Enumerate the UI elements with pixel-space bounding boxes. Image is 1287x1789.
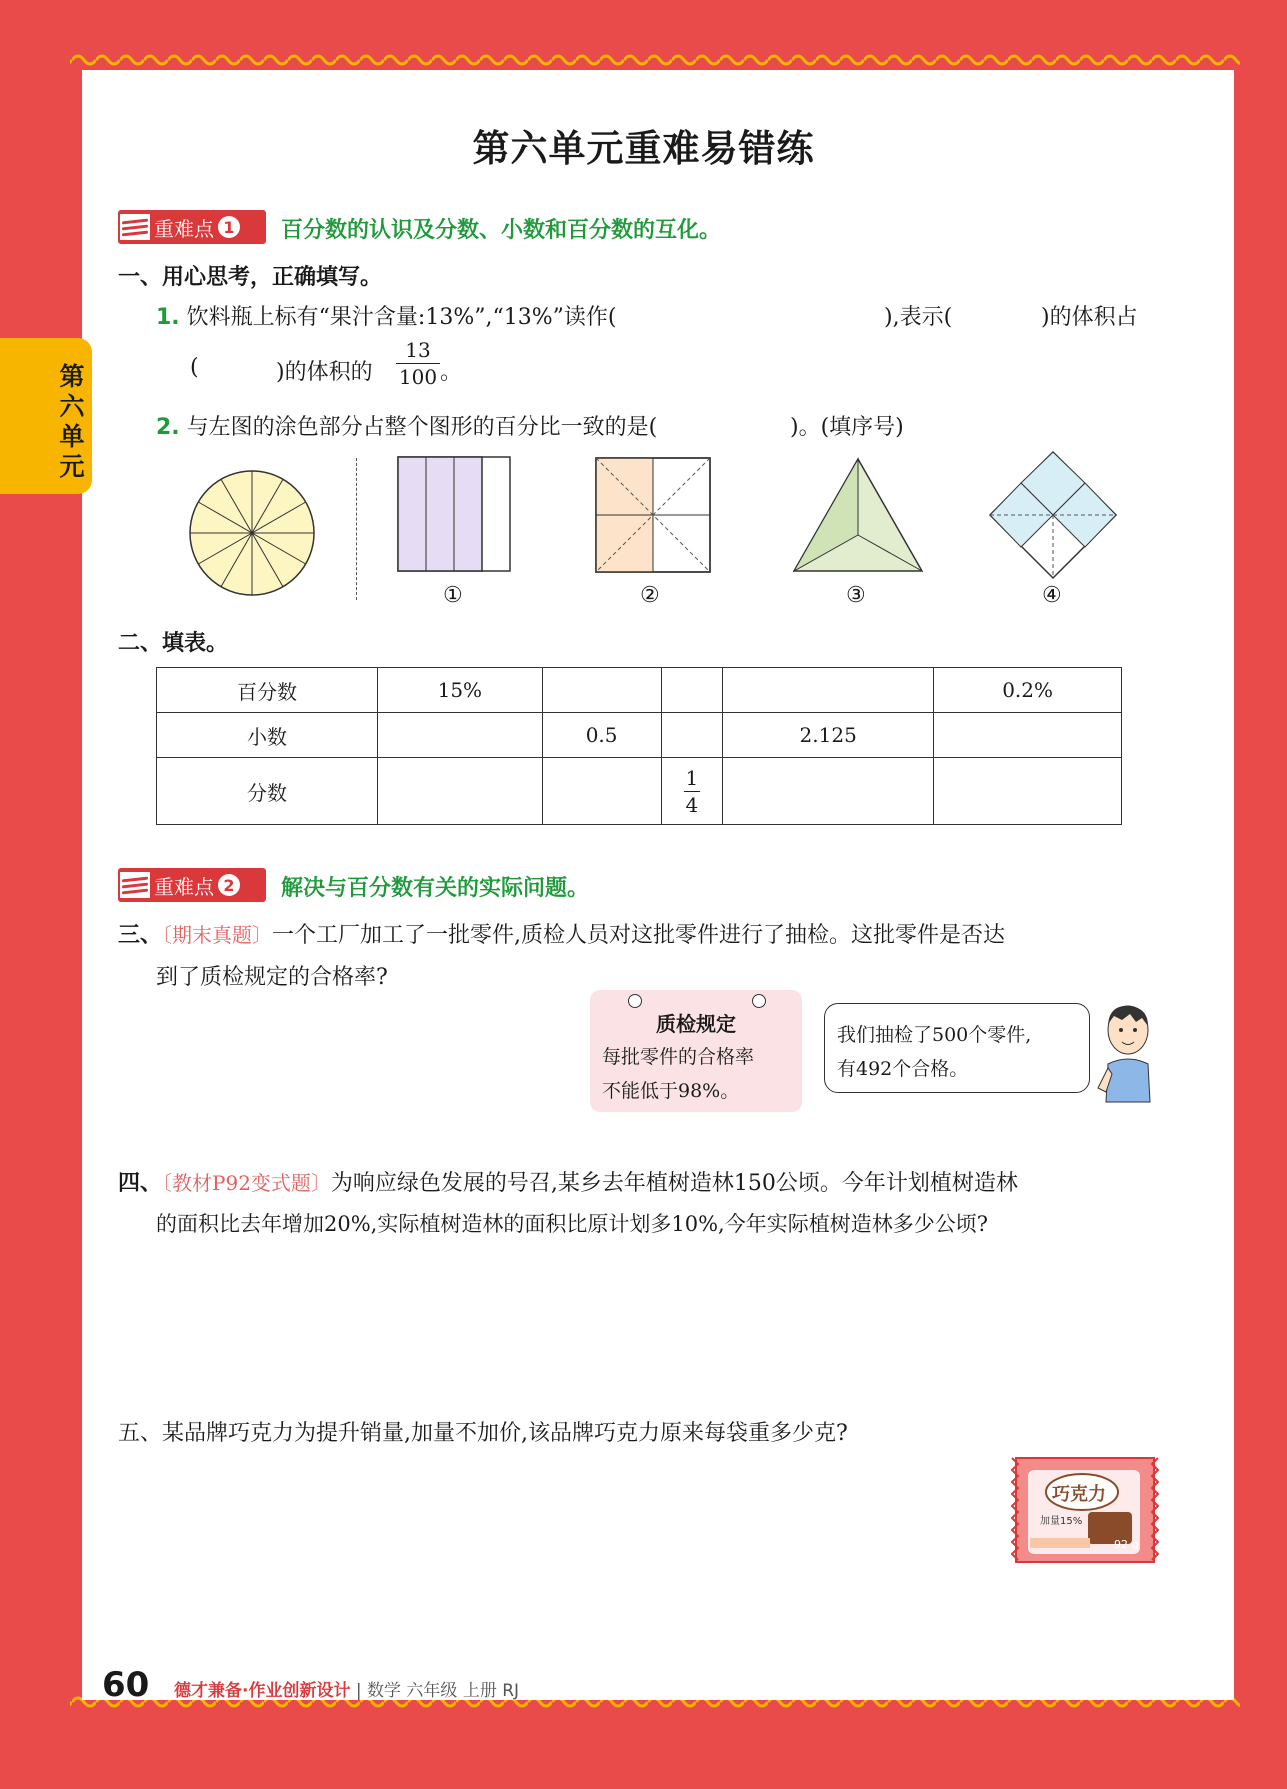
boy-character-illustration — [1096, 998, 1160, 1104]
fraction-denominator: 4 — [685, 792, 699, 817]
q1-line-2-text: )的体积的 — [276, 360, 373, 385]
question-number: 2. — [156, 415, 180, 440]
footer-brand: 德才兼备·作业创新设计 — [174, 1681, 351, 1701]
q4-prefix: 四、 — [118, 1171, 163, 1196]
table-cell: 15% — [378, 668, 543, 713]
circle-twelve-parts — [186, 467, 320, 601]
question-number: 1. — [156, 305, 180, 330]
figure-2-label: ② — [640, 583, 660, 608]
table-row-header: 分数 — [157, 758, 378, 825]
question-4-line-1 — [118, 1166, 1018, 1197]
section-title-1: 一、用心思考，正确填写。 — [118, 265, 383, 290]
table-cell: 2.125 — [723, 713, 934, 758]
figure-1-rectangle — [396, 455, 514, 575]
q3-prefix: 三、 — [118, 923, 163, 948]
badge-label: 重难点 — [154, 216, 214, 241]
table-cell — [542, 668, 661, 713]
q1-text-a: 饮料瓶上标有“果汁含量:13%”,“13%”读作( — [186, 305, 617, 330]
figure-1-label: ① — [443, 583, 463, 608]
footer-info — [174, 1676, 519, 1701]
table-row — [157, 758, 1122, 825]
q4-source-tag: 〔教材P92变式题〕 — [162, 1171, 331, 1195]
table-cell — [723, 758, 934, 825]
q1-line-2-end: 。 — [440, 360, 463, 385]
table-cell — [542, 758, 661, 825]
fraction-denominator: 100 — [398, 365, 438, 389]
key-point-badge-2 — [118, 868, 266, 902]
key-point-topic-1: 百分数的认识及分数、小数和百分数的互化。 — [281, 218, 722, 243]
q3-source-tag: 〔期末真题〕 — [162, 923, 273, 947]
badge-number: 2 — [218, 874, 240, 896]
table-cell: 0.2% — [934, 668, 1122, 713]
speech-bubble — [824, 1003, 1090, 1093]
bubble-line-2: 有492个合格。 — [837, 1058, 969, 1080]
bubble-line-1: 我们抽检了500个零件, — [837, 1024, 1032, 1046]
footer-meta: | 数学 六年级 上册 RJ — [355, 1681, 520, 1701]
conversion-table — [156, 667, 1122, 825]
note-line-1: 每批零件的合格率 — [602, 1046, 755, 1068]
table-cell — [661, 713, 723, 758]
question-5: 五、某品牌巧克力为提升销量,加量不加价,该品牌巧克力原来每袋重多少克? — [118, 1421, 848, 1446]
table-cell — [723, 668, 934, 713]
note-line-2: 不能低于98%。 — [602, 1080, 740, 1102]
q1-blank-2-text: ),表示( — [884, 305, 953, 330]
note-title: 质检规定 — [656, 1012, 736, 1036]
table-cell: 0.5 — [542, 713, 661, 758]
figure-2-square — [594, 456, 712, 574]
figure-3-triangle — [790, 455, 926, 575]
table-cell-fraction — [661, 758, 723, 825]
fraction-numerator: 13 — [405, 338, 431, 362]
table-cell — [661, 668, 723, 713]
table-row — [157, 713, 1122, 758]
q1-line-2-open: ( — [190, 355, 199, 380]
table-cell — [934, 713, 1122, 758]
q3-text: 一个工厂加工了一批零件,质检人员对这批零件进行了抽检。这批零件是否达 — [272, 923, 1006, 948]
table-row — [157, 668, 1122, 713]
question-1-line-1 — [156, 300, 616, 331]
figure-4-label: ④ — [1042, 583, 1062, 608]
question-3-line-2: 到了质检规定的合格率? — [156, 965, 388, 990]
pin-icon — [752, 994, 766, 1008]
table-row-header: 百分数 — [157, 668, 378, 713]
fraction-13-100 — [396, 338, 440, 389]
package-weight-label: 92 g — [1114, 1538, 1139, 1551]
key-point-badge-1 — [118, 210, 266, 244]
page-number: 60 — [102, 1665, 150, 1705]
package-brand-label: 巧克力 — [1052, 1484, 1106, 1505]
q1-blank-3-text: )的体积占 — [1041, 305, 1138, 330]
table-cell — [378, 758, 543, 825]
table-row-header: 小数 — [157, 713, 378, 758]
figure-4-diamond — [988, 450, 1118, 580]
key-point-topic-2: 解决与百分数有关的实际问题。 — [281, 876, 590, 901]
badge-number: 1 — [218, 216, 240, 238]
question-3-line-1 — [118, 918, 1005, 949]
table-cell — [378, 713, 543, 758]
divider-dashed — [356, 458, 357, 600]
fraction-numerator: 1 — [685, 765, 699, 790]
q2-text-end: )。(填序号) — [790, 415, 904, 440]
unit-side-tab-label: 第 六 单 元 — [59, 362, 85, 481]
q2-text: 与左图的涂色部分占整个图形的百分比一致的是( — [186, 415, 658, 440]
section-title-2: 二、填表。 — [118, 631, 229, 656]
badge-label: 重难点 — [154, 874, 214, 899]
question-4-line-2: 的面积比去年增加20%,实际植树造林的面积比原计划多10%,今年实际植树造林多少公顷? — [156, 1212, 988, 1236]
stripes-icon — [120, 872, 150, 898]
pin-icon — [628, 994, 642, 1008]
question-2 — [156, 410, 657, 441]
package-note-label: 加量15% — [1040, 1516, 1083, 1527]
stripes-icon — [120, 214, 150, 240]
table-cell — [934, 758, 1122, 825]
q4-text: 为响应绿色发展的号召,某乡去年植树造林150公顷。今年计划植树造林 — [330, 1171, 1018, 1196]
page-title: 第六单元重难易错练 — [472, 127, 815, 170]
quality-rule-note — [590, 990, 802, 1112]
figure-3-label: ③ — [846, 583, 866, 608]
